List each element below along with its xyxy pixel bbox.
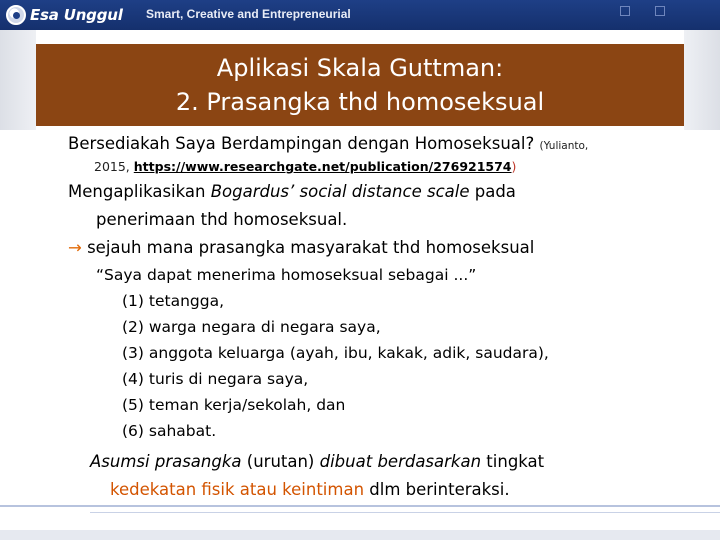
list-item: (6) sahabat. bbox=[122, 422, 217, 440]
question-text: Bersediakah Saya Berdampingan dengan Homoseksual? bbox=[68, 134, 535, 153]
citation-close: ) bbox=[511, 159, 517, 174]
slide-title-line-1: Aplikasi Skala Guttman: bbox=[216, 54, 504, 82]
conclusion-line-1 bbox=[90, 452, 544, 471]
conclusion-line-2 bbox=[110, 480, 510, 499]
list-item: (4) turis di negara saya, bbox=[122, 370, 309, 388]
list-item: (2) warga negara di negara saya, bbox=[122, 318, 381, 336]
conclusion-italic-1: Asumsi prasangka bbox=[90, 452, 242, 471]
bogardus-suffix: pada bbox=[469, 182, 516, 201]
conclusion-normal-2: tingkat bbox=[481, 452, 545, 471]
conclusion-highlight: kedekatan fisik atau keintiman bbox=[110, 480, 365, 499]
list-item: (1) tetangga, bbox=[122, 292, 224, 310]
citation-link[interactable]: https://www.researchgate.net/publication/276921574 bbox=[133, 159, 512, 174]
citation-open: (Yulianto, bbox=[539, 140, 589, 152]
paragraph-bogardus bbox=[68, 182, 516, 201]
footer-rule bbox=[0, 505, 720, 507]
bogardus-prefix: Mengaplikasikan bbox=[68, 182, 211, 201]
tagline: Smart, Creative and Entrepreneurial bbox=[146, 7, 351, 21]
quote: “Saya dapat menerima homoseksual sebagai ...” bbox=[96, 266, 477, 284]
footer-rule-thin bbox=[90, 512, 720, 513]
paragraph-prejudice bbox=[68, 238, 534, 257]
brand-name: Esa Unggul bbox=[30, 6, 123, 24]
paragraph-question bbox=[68, 134, 588, 153]
right-arrow-icon: → bbox=[68, 238, 82, 257]
bogardus-scale: Bogardus’ social distance scale bbox=[210, 182, 470, 201]
conclusion-italic-2: dibuat berdasarkan bbox=[319, 452, 482, 471]
conclusion-rest: dlm berinteraksi. bbox=[364, 480, 510, 499]
slide-title-line-2: 2. Prasangka thd homoseksual bbox=[175, 88, 545, 116]
prejudice-text: sejauh mana prasangka masyarakat thd homoseksual bbox=[81, 238, 535, 257]
conclusion-normal-1: (urutan) bbox=[241, 452, 320, 471]
list-item: (3) anggota keluarga (ayah, ibu, kakak, adik, saudara), bbox=[122, 344, 549, 362]
list-item: (5) teman kerja/sekolah, dan bbox=[122, 396, 346, 414]
citation-year: 2015, bbox=[94, 159, 130, 174]
bogardus-line-2: penerimaan thd homoseksual. bbox=[96, 210, 348, 229]
citation-line bbox=[94, 159, 516, 174]
footer-band bbox=[0, 530, 720, 540]
